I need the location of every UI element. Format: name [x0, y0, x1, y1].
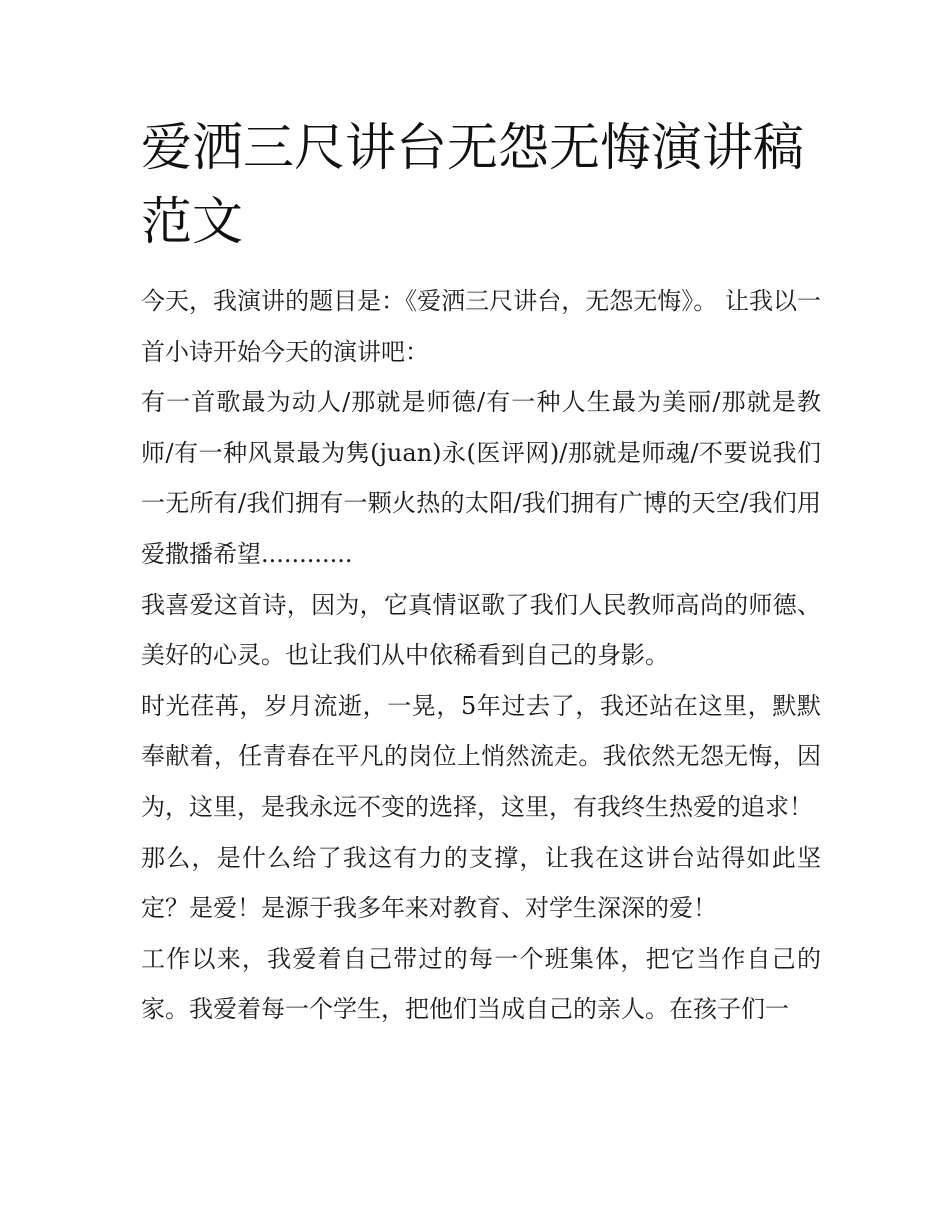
- paragraph: 我喜爱这首诗，因为，它真情讴歌了我们人民教师高尚的师德、美好的心灵。也让我们从中依稀看到自己的身影。: [141, 590, 821, 670]
- paragraph: 工作以来，我爱着自己带过的每一个班集体，把它当作自己的家。我爱着每一个学生，把他们当成自己的亲人。在孩子们一: [141, 944, 821, 1024]
- paragraph: 那么，是什么给了我这有力的支撑，让我在这讲台站得如此坚定？是爱！是源于我多年来对教育、对学生深深的爱！: [141, 843, 821, 923]
- paragraph: 今天，我演讲的题目是：《爱洒三尺讲台，无怨无悔》。 让我以一首小诗开始今天的演讲吧：: [141, 287, 821, 366]
- document-body: [141, 276, 821, 1035]
- document-title: 爱洒三尺讲台无怨无悔演讲稿范文: [141, 119, 805, 252]
- paragraph: 时光荏苒，岁月流逝，一晃，5年过去了，我还站在这里，默默奉献着，任青春在平凡的岗位上悄然流走。我依然无怨无悔，因为，这里，是我永远不变的选择，这里，有我终生热爱的追求！: [141, 691, 821, 821]
- paragraph: 有一首歌最为动人/那就是师德/有一种人生最为美丽/那就是教师/有一种风景最为隽(juan)永(医评网)/那就是师魂/不要说我们一无所有/我们拥有一颗火热的太阳/我们拥有广博的天空/我们用爱撒播希望............: [141, 388, 821, 568]
